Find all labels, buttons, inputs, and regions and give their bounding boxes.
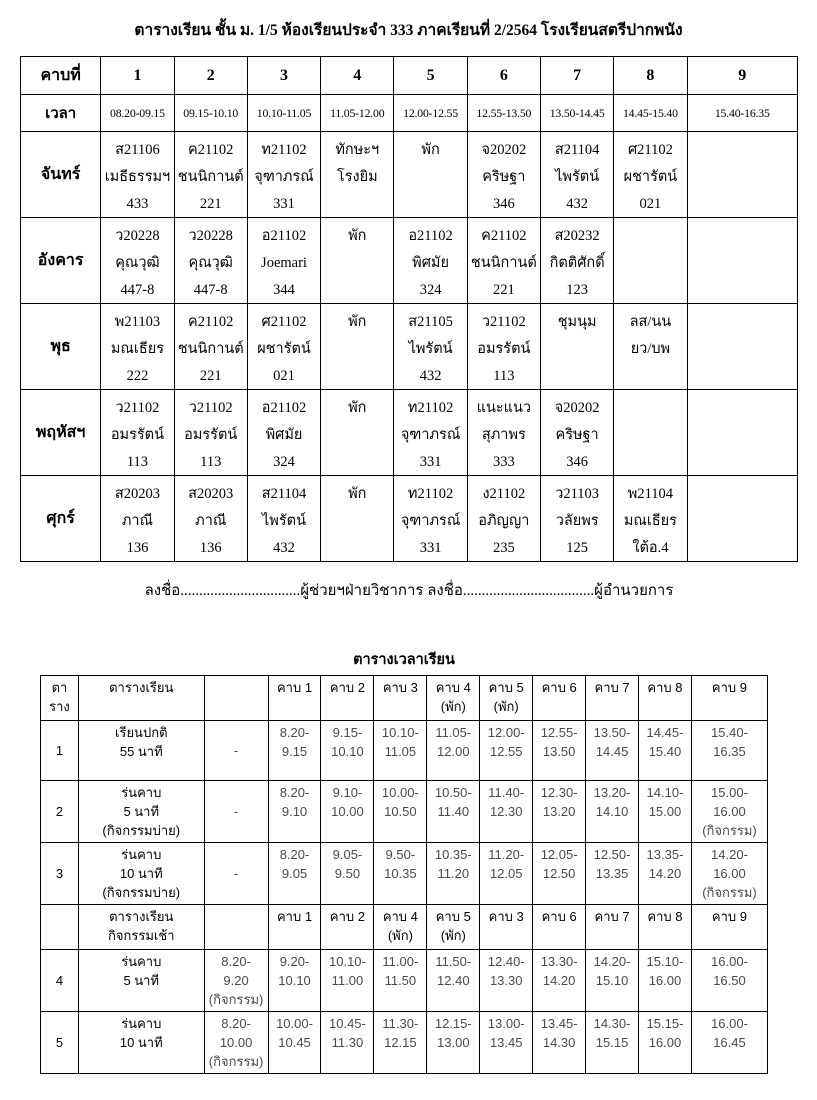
schedule-period-header: คาบ 7 [586, 676, 639, 721]
lesson-cell [687, 304, 797, 390]
schedule-time-cell: 8.20- 9.05 [268, 843, 321, 905]
day-label: พฤหัสฯ [21, 390, 101, 476]
time-slot: 12.00-12.55 [394, 95, 467, 132]
time-slot: 10.10-11.05 [247, 95, 320, 132]
lesson-cell: พ21104 มณเธียร ใต้อ.4 [614, 476, 687, 562]
period-number: 8 [614, 57, 687, 95]
schedule-time-cell: 8.20- 9.10 [268, 781, 321, 843]
schedule-time-cell: 16.00- 16.45 [691, 1012, 767, 1074]
schedule-time-cell: 14.20- 16.00 (กิจกรรม) [691, 843, 767, 905]
schedule-time-cell: 14.20- 15.10 [586, 950, 639, 1012]
class-timetable-body [21, 57, 798, 562]
schedule-pre-time: - [204, 843, 268, 905]
schedule-time-cell: 14.45- 15.40 [639, 721, 692, 781]
lesson-cell: ว21103 วลัยพร 125 [540, 476, 613, 562]
day-row [21, 132, 798, 218]
day-label: อังคาร [21, 218, 101, 304]
schedule-period-header: คาบ 8 [639, 676, 692, 721]
schedule-period-header: คาบ 5 (พัก) [480, 676, 533, 721]
lesson-cell: ค21102 ชนนิกานต์ 221 [467, 218, 540, 304]
lesson-cell [687, 132, 797, 218]
day-row [21, 390, 798, 476]
schedule-period-header: คาบ 8 [639, 905, 692, 950]
schedule-pre-time: 8.20- 10.00 (กิจกรรม) [204, 1012, 268, 1074]
lesson-cell: ทักษะฯ โรงยิม [321, 132, 394, 218]
day-row [21, 304, 798, 390]
schedule-section-name: ตารางเรียน กิจกรรมเช้า [78, 905, 204, 950]
lesson-cell: พ21103 มณเธียร 222 [101, 304, 174, 390]
time-schedule-body [41, 676, 768, 1074]
lesson-cell: ว20228 คุณวุฒิ 447-8 [174, 218, 247, 304]
lesson-cell: อ21102 พิศมัย 324 [247, 390, 320, 476]
schedule-time-cell: 10.00- 10.50 [374, 781, 427, 843]
day-row [21, 218, 798, 304]
lesson-cell [687, 390, 797, 476]
period-number: 6 [467, 57, 540, 95]
lesson-cell: แนะแนว สุภาพร 333 [467, 390, 540, 476]
schedule-time-cell: 12.05- 12.50 [533, 843, 586, 905]
period-number: 7 [540, 57, 613, 95]
lesson-cell: พัก [394, 132, 467, 218]
schedule-time-cell: 15.10- 16.00 [639, 950, 692, 1012]
schedule-time-cell: 11.00- 11.50 [374, 950, 427, 1012]
schedule-row [41, 1012, 768, 1074]
schedule-row-name: ร่นคาบ 10 นาที [78, 1012, 204, 1074]
schedule-time-cell: 12.50- 13.35 [586, 843, 639, 905]
lesson-cell: พัก [321, 476, 394, 562]
schedule-time-cell: 9.05- 9.50 [321, 843, 374, 905]
schedule-header-row [41, 905, 768, 950]
lesson-cell: ส21104 ไพรัตน์ 432 [247, 476, 320, 562]
schedule-time-cell: 13.20- 14.10 [586, 781, 639, 843]
schedule-period-header: คาบ 5 (พัก) [427, 905, 480, 950]
schedule-time-cell: 15.15- 16.00 [639, 1012, 692, 1074]
lesson-cell: ง21102 อภิญญา 235 [467, 476, 540, 562]
schedule-pre-time: 8.20- 9.20 (กิจกรรม) [204, 950, 268, 1012]
period-number: 5 [394, 57, 467, 95]
time-slot: 12.55-13.50 [467, 95, 540, 132]
schedule-row-name: ร่นคาบ 5 นาที [78, 950, 204, 1012]
schedule-time-cell: 9.15- 10.10 [321, 721, 374, 781]
schedule-period-header: คาบ 6 [533, 905, 586, 950]
day-label: ศุกร์ [21, 476, 101, 562]
time-slot: 08.20-09.15 [101, 95, 174, 132]
schedule-row-number: 1 [41, 721, 79, 781]
time-slot: 09.15-10.10 [174, 95, 247, 132]
lesson-cell: ส20203 ภาณี 136 [174, 476, 247, 562]
time-slot: 15.40-16.35 [687, 95, 797, 132]
lesson-cell: จ20202 คริษฐา 346 [540, 390, 613, 476]
schedule-time-cell: 9.10- 10.00 [321, 781, 374, 843]
schedule-time-cell: 11.20- 12.05 [480, 843, 533, 905]
schedule-time-cell: 10.35- 11.20 [427, 843, 480, 905]
time-schedule-table [40, 675, 768, 1074]
lesson-cell: ค21102 ชนนิกานต์ 221 [174, 132, 247, 218]
schedule-time-cell: 15.40- 16.35 [691, 721, 767, 781]
schedule-time-cell: 11.30- 12.15 [374, 1012, 427, 1074]
schedule-time-cell: 8.20- 9.15 [268, 721, 321, 781]
schedule-time-cell: 13.30- 14.20 [533, 950, 586, 1012]
schedule-period-header: คาบ 1 [268, 905, 321, 950]
period-number: 2 [174, 57, 247, 95]
time-slot: 14.45-15.40 [614, 95, 687, 132]
period-corner-label: คาบที่ [21, 57, 101, 95]
period-number: 9 [687, 57, 797, 95]
schedule-time-cell: 12.40- 13.30 [480, 950, 533, 1012]
lesson-cell: อ21102 Joemari 344 [247, 218, 320, 304]
time-slot: 13.50-14.45 [540, 95, 613, 132]
lesson-cell: ค21102 ชนนิกานต์ 221 [174, 304, 247, 390]
lesson-cell: ส21104 ไพรัตน์ 432 [540, 132, 613, 218]
time-header-row [21, 95, 798, 132]
period-number: 1 [101, 57, 174, 95]
lesson-cell: พัก [321, 218, 394, 304]
schedule-pre-time: - [204, 781, 268, 843]
period-header-row [21, 57, 798, 95]
schedule-row-name: ร่นคาบ 10 นาที (กิจกรรมบ่าย) [78, 843, 204, 905]
schedule-row-number: 2 [41, 781, 79, 843]
time-slot: 11.05-12.00 [321, 95, 394, 132]
schedule-period-header: คาบ 9 [691, 905, 767, 950]
schedule-time-cell: 10.45- 11.30 [321, 1012, 374, 1074]
schedule-time-cell: 10.10- 11.05 [374, 721, 427, 781]
lesson-cell: ชุมนุม [540, 304, 613, 390]
schedule-time-cell: 12.15- 13.00 [427, 1012, 480, 1074]
schedule-period-header: คาบ 6 [533, 676, 586, 721]
day-label: พุธ [21, 304, 101, 390]
day-label: จันทร์ [21, 132, 101, 218]
schedule-time-cell: 12.30- 13.20 [533, 781, 586, 843]
schedule-time-cell: 10.10- 11.00 [321, 950, 374, 1012]
signature-line: ลงชื่อ................................ผู้ช่วยฯฝ่ายวิชาการ ลงชื่อ...................................ผู้อำนวยการ [144, 583, 674, 599]
lesson-cell: ท21102 จุฑาภรณ์ 331 [394, 390, 467, 476]
lesson-cell: พัก [321, 304, 394, 390]
schedule-period-header: คาบ 3 [480, 905, 533, 950]
schedule-time-cell: 10.00- 10.45 [268, 1012, 321, 1074]
time-label: เวลา [21, 95, 101, 132]
schedule-blank [204, 905, 268, 950]
schedule-time-cell: 12.00- 12.55 [480, 721, 533, 781]
lesson-cell: อ21102 พิศมัย 324 [394, 218, 467, 304]
schedule-blank [204, 676, 268, 721]
schedule-time-cell: 12.55- 13.50 [533, 721, 586, 781]
schedule-period-header: คาบ 4 (พัก) [427, 676, 480, 721]
schedule-row-name: เรียนปกติ 55 นาที [78, 721, 204, 781]
schedule-header-row [41, 676, 768, 721]
schedule-row [41, 721, 768, 781]
lesson-cell: ส21106 เมธีธรรมฯ 433 [101, 132, 174, 218]
schedule-time-cell: 14.10- 15.00 [639, 781, 692, 843]
schedule-pre-time: - [204, 721, 268, 781]
schedule-period-header: คาบ 1 [268, 676, 321, 721]
schedule-period-header: คาบ 2 [321, 676, 374, 721]
lesson-cell [687, 476, 797, 562]
schedule-row-number: 5 [41, 1012, 79, 1074]
schedule-time-cell: 13.00- 13.45 [480, 1012, 533, 1074]
schedule-corner [41, 905, 79, 950]
schedule-time-cell: 13.50- 14.45 [586, 721, 639, 781]
lesson-cell: ว20228 คุณวุฒิ 447-8 [101, 218, 174, 304]
lesson-cell: ท21102 จุฑาภรณ์ 331 [247, 132, 320, 218]
schedule-period-header: คาบ 7 [586, 905, 639, 950]
schedule-time-cell: 10.50- 11.40 [427, 781, 480, 843]
schedule-time-cell: 9.50- 10.35 [374, 843, 427, 905]
day-row [21, 476, 798, 562]
lesson-cell: ส20203 ภาณี 136 [101, 476, 174, 562]
lesson-cell: ว21102 อมรรัตน์ 113 [101, 390, 174, 476]
schedule-section-name: ตารางเรียน [78, 676, 204, 721]
schedule-period-header: คาบ 4 (พัก) [374, 905, 427, 950]
schedule-row-number: 3 [41, 843, 79, 905]
schedule-time-cell: 11.40- 12.30 [480, 781, 533, 843]
class-timetable [20, 56, 798, 562]
lesson-cell: ท21102 จุฑาภรณ์ 331 [394, 476, 467, 562]
schedule-period-header: คาบ 3 [374, 676, 427, 721]
lesson-cell [614, 390, 687, 476]
schedule-time-cell: 9.20- 10.10 [268, 950, 321, 1012]
time-schedule-section [40, 648, 768, 1074]
lesson-cell: ส21105 ไพรัตน์ 432 [394, 304, 467, 390]
period-number: 4 [321, 57, 394, 95]
lesson-cell: ว21102 อมรรัตน์ 113 [174, 390, 247, 476]
time-schedule-title: ตารางเวลาเรียน [353, 652, 455, 668]
schedule-time-cell: 14.30- 15.15 [586, 1012, 639, 1074]
lesson-cell [614, 218, 687, 304]
lesson-cell: พัก [321, 390, 394, 476]
schedule-row [41, 843, 768, 905]
schedule-time-cell: 13.35- 14.20 [639, 843, 692, 905]
schedule-period-header: คาบ 9 [691, 676, 767, 721]
schedule-period-header: คาบ 2 [321, 905, 374, 950]
schedule-row-name: ร่นคาบ 5 นาที (กิจกรรมบ่าย) [78, 781, 204, 843]
lesson-cell: ศ21102 ผชารัตน์ 021 [247, 304, 320, 390]
schedule-time-cell: 16.00- 16.50 [691, 950, 767, 1012]
schedule-time-cell: 15.00- 16.00 (กิจกรรม) [691, 781, 767, 843]
page-title: ตารางเรียน ชั้น ม. 1/5 ห้องเรียนประจำ 333 ภาคเรียนที่ 2/2564 โรงเรียนสตรีปากพนัง [134, 22, 683, 39]
period-number: 3 [247, 57, 320, 95]
lesson-cell [687, 218, 797, 304]
lesson-cell: ว21102 อมรรัตน์ 113 [467, 304, 540, 390]
lesson-cell: ศ21102 ผชารัตน์ 021 [614, 132, 687, 218]
schedule-row [41, 781, 768, 843]
schedule-time-cell: 13.45- 14.30 [533, 1012, 586, 1074]
schedule-row-number: 4 [41, 950, 79, 1012]
schedule-corner: ตา ราง [41, 676, 79, 721]
schedule-row [41, 950, 768, 1012]
schedule-time-cell: 11.50- 12.40 [427, 950, 480, 1012]
lesson-cell: จ20202 คริษฐา 346 [467, 132, 540, 218]
lesson-cell: ส20232 กิตติศักดิ์ 123 [540, 218, 613, 304]
schedule-time-cell: 11.05- 12.00 [427, 721, 480, 781]
lesson-cell: ลส/นน ยว/บพ [614, 304, 687, 390]
